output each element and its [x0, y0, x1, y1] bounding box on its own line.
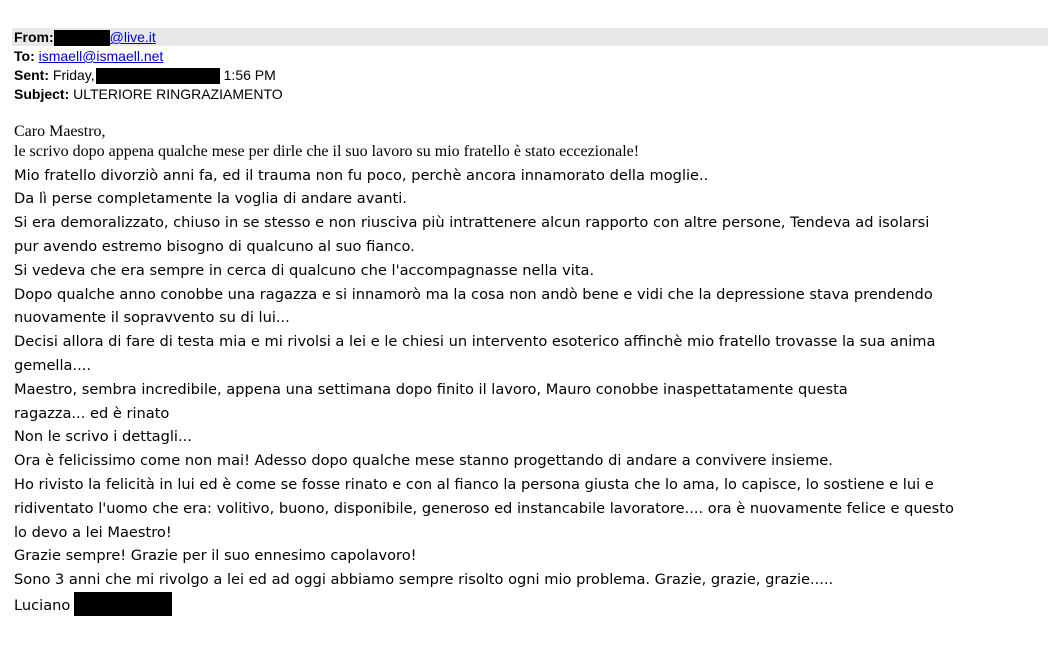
body-line: Maestro, sembra incredibile, appena una settimana dopo finito il lavoro, Mauro conobbe inaspettatamente questa	[14, 380, 848, 398]
subject-row	[14, 85, 283, 103]
body-line: Ora è felicissimo come non mai! Adesso dopo qualche mese stanno progettando di andare a convivere insieme.	[14, 452, 833, 470]
subject-label: Subject:	[14, 86, 70, 102]
body-line: pur avendo estremo bisogno di qualcuno al suo fianco.	[14, 237, 415, 255]
body-line: lo devo a lei Maestro!	[14, 523, 172, 541]
sent-date-redaction	[96, 68, 220, 84]
body-line: Si era demoralizzato, chiuso in se stesso e non riusciva più intrattenere alcun rapporto con altre persone, Tendeva ad isolarsi	[14, 214, 930, 232]
from-label: From:	[14, 29, 54, 45]
body-line: Decisi allora di fare di testa mia e mi rivolsi a lei e le chiesi un intervento esoterico affinchè mio fratello trovasse la sua anima	[14, 333, 936, 351]
sent-time: 1:56 PM	[223, 67, 276, 83]
body-line: Grazie sempre! Grazie per il suo ennesimo capolavoro!	[14, 547, 417, 565]
body-line: Sono 3 anni che mi rivolgo a lei ed ad oggi abbiamo sempre risolto ogni mio problema. Grazie, grazie, grazie.....	[14, 571, 834, 589]
from-redaction	[54, 30, 110, 46]
body-line: nuovamente il sopravvento su di lui...	[14, 309, 290, 327]
sent-day: Friday,	[52, 67, 95, 83]
from-email-link[interactable]: @live.it	[109, 29, 156, 45]
body-line-intro: le scrivo dopo appena qualche mese per dirle che il suo lavoro su mio fratello è stato eccezionale!	[14, 142, 640, 160]
body-line: Dopo qualche anno conobbe una ragazza e si innamorò ma la cosa non andò bene e vidi che la depressione stava prendendo	[14, 285, 933, 303]
to-row	[14, 47, 163, 65]
message-body	[14, 120, 1044, 618]
sent-label: Sent:	[14, 67, 49, 83]
signature-line	[14, 592, 1044, 618]
body-line: Si vedeva che era sempre in cerca di qualcuno che l'accompagnasse nella vita.	[14, 261, 595, 279]
from-row	[12, 28, 1048, 46]
body-line: gemella....	[14, 356, 92, 374]
body-line: Non le scrivo i dettagli...	[14, 428, 192, 446]
to-email-link[interactable]: ismaell@ismaell.net	[38, 48, 164, 64]
signature-redaction	[74, 592, 172, 616]
to-label: To:	[14, 48, 35, 64]
subject-value: ULTERIORE RINGRAZIAMENTO	[73, 86, 283, 102]
signature-name: Luciano	[14, 596, 71, 614]
greeting: Caro Maestro,	[14, 123, 106, 140]
body-line: Mio fratello divorziò anni fa, ed il trauma non fu poco, perchè ancora innamorato della moglie..	[14, 166, 709, 184]
body-line: ragazza... ed è rinato	[14, 404, 170, 422]
body-line: Ho rivisto la felicità in lui ed è come se fosse rinato e con al fianco la persona giusta che lo ama, lo capisce, lo sostiene e lui e	[14, 475, 934, 493]
body-line: ridiventato l'uomo che era: volitivo, buono, disponibile, generoso ed instancabile lavoratore.... ora è nuovamente felice e questo	[14, 499, 954, 517]
sent-row	[14, 66, 276, 84]
body-line: Da lì perse completamente la voglia di andare avanti.	[14, 190, 407, 208]
